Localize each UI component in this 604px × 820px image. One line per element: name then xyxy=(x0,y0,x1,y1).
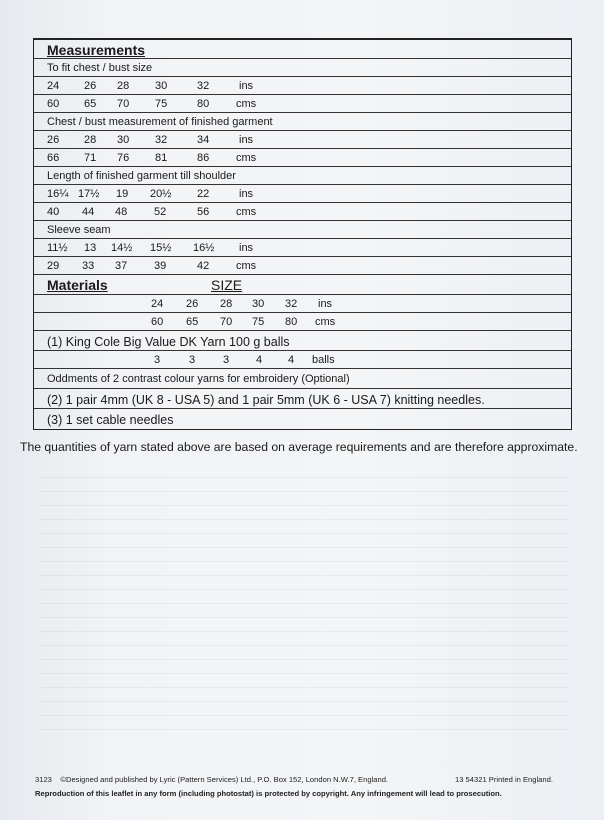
value-cell: 24 xyxy=(47,80,60,92)
measurements-heading: Measurements xyxy=(47,42,146,58)
value-cell: 4 xyxy=(288,354,295,366)
chest-label: To fit chest / bust size xyxy=(47,62,153,74)
length-ins-row xyxy=(34,185,571,203)
value-cell: 14½ xyxy=(111,242,133,254)
value-cell: 30 xyxy=(252,298,265,310)
value-cell: 26 xyxy=(47,134,60,146)
yarn-quantity-note: The quantities of yarn stated above are based on average requirements and are therefore approximate. xyxy=(20,440,578,454)
value-cell: 75 xyxy=(252,316,265,328)
cable-row xyxy=(34,409,571,429)
length-cms-row xyxy=(34,203,571,221)
value-cell: 65 xyxy=(186,316,199,328)
size-heading: SIZE xyxy=(211,277,243,293)
value-cell: 30 xyxy=(155,80,168,92)
cable-label: (3) 1 set cable needles xyxy=(47,413,174,427)
value-cell: 11½ xyxy=(47,242,68,254)
unit-cell: cms xyxy=(236,206,257,218)
unit-cell: cms xyxy=(236,260,257,272)
value-cell: 26 xyxy=(84,80,97,92)
show-through-texture xyxy=(40,470,570,730)
yarn-label: (1) King Cole Big Value DK Yarn 100 g balls xyxy=(47,335,290,349)
value-cell: 24 xyxy=(151,298,164,310)
leaflet-code: 3123 xyxy=(35,775,52,784)
value-cell: 75 xyxy=(155,98,168,110)
value-cell: 30 xyxy=(117,134,130,146)
value-cell: 40 xyxy=(47,206,60,218)
value-cell: 15½ xyxy=(150,242,172,254)
value-cell: 28 xyxy=(117,80,130,92)
value-cell: 60 xyxy=(47,98,60,110)
value-cell: 34 xyxy=(197,134,210,146)
yarn-row xyxy=(34,331,571,351)
measurements-heading-row xyxy=(34,40,571,59)
value-cell: 37 xyxy=(115,260,128,272)
value-cell: 56 xyxy=(197,206,210,218)
value-cell: 32 xyxy=(155,134,168,146)
chest-ins-row xyxy=(34,77,571,95)
value-cell: 66 xyxy=(47,152,60,164)
unit-cell: ins xyxy=(239,188,254,200)
value-cell: 28 xyxy=(220,298,233,310)
value-cell: 22 xyxy=(197,188,210,200)
size-ins-row xyxy=(34,295,571,313)
unit-cell: cms xyxy=(315,316,336,328)
unit-cell: balls xyxy=(312,354,335,366)
oddments-row xyxy=(34,369,571,389)
needles-label: (2) 1 pair 4mm (UK 8 - USA 5) and 1 pair 5mm (UK 6 - USA 7) knitting needles. xyxy=(47,393,485,407)
value-cell: 60 xyxy=(151,316,164,328)
copyright-line: Reproduction of this leaflet in any form (including photostat) is protected by copyright. Any infringement will lead to prosecution. xyxy=(35,789,502,798)
value-cell: 86 xyxy=(197,152,210,164)
finished-label-row xyxy=(34,113,571,131)
value-cell: 16½ xyxy=(193,242,215,254)
value-cell: 3 xyxy=(189,354,196,366)
chest-cms-row xyxy=(34,95,571,113)
materials-heading-row xyxy=(34,275,571,295)
value-cell: 13 xyxy=(84,242,97,254)
value-cell: 20½ xyxy=(150,188,172,200)
value-cell: 33 xyxy=(82,260,95,272)
value-cell: 71 xyxy=(84,152,97,164)
oddments-label: Oddments of 2 contrast colour yarns for embroidery (Optional) xyxy=(47,373,350,385)
value-cell: 29 xyxy=(47,260,60,272)
value-cell: 42 xyxy=(197,260,210,272)
value-cell: 80 xyxy=(197,98,210,110)
value-cell: 70 xyxy=(117,98,130,110)
sleeve-ins-row xyxy=(34,239,571,257)
length-label: Length of finished garment till shoulder xyxy=(47,170,236,182)
materials-heading: Materials xyxy=(47,277,108,293)
value-cell: 17½ xyxy=(78,188,100,200)
unit-cell: cms xyxy=(236,98,257,110)
value-cell: 19 xyxy=(116,188,129,200)
length-label-row xyxy=(34,167,571,185)
value-cell: 32 xyxy=(197,80,210,92)
specification-table xyxy=(33,38,572,430)
value-cell: 70 xyxy=(220,316,233,328)
value-cell: 44 xyxy=(82,206,95,218)
printed-line: 13 54321 Printed in England. xyxy=(455,775,553,784)
sleeve-cms-row xyxy=(34,257,571,275)
value-cell: 76 xyxy=(117,152,130,164)
size-cms-row xyxy=(34,313,571,331)
value-cell: 48 xyxy=(115,206,128,218)
chest-label-row xyxy=(34,59,571,77)
unit-cell: ins xyxy=(239,80,254,92)
unit-cell: ins xyxy=(318,298,333,310)
balls-row xyxy=(34,351,571,369)
finished-cms-row xyxy=(34,149,571,167)
value-cell: 39 xyxy=(154,260,167,272)
value-cell: 80 xyxy=(285,316,298,328)
value-cell: 81 xyxy=(155,152,168,164)
value-cell: 3 xyxy=(223,354,230,366)
value-cell: 28 xyxy=(84,134,97,146)
unit-cell: ins xyxy=(239,242,254,254)
publisher-line xyxy=(35,775,388,784)
publisher-text: ©Designed and published by Lyric (Pattern Services) Ltd., P.O. Box 152, London N.W.7, England. xyxy=(60,775,389,784)
value-cell: 26 xyxy=(186,298,199,310)
value-cell: 4 xyxy=(256,354,263,366)
unit-cell: cms xyxy=(236,152,257,164)
value-cell: 3 xyxy=(154,354,161,366)
sleeve-label-row xyxy=(34,221,571,239)
needles-row xyxy=(34,389,571,409)
value-cell: 65 xyxy=(84,98,97,110)
value-cell: 32 xyxy=(285,298,298,310)
value-cell: 52 xyxy=(154,206,167,218)
value-cell: 16¼ xyxy=(47,188,69,200)
finished-label: Chest / bust measurement of finished garment xyxy=(47,116,273,128)
sleeve-label: Sleeve seam xyxy=(47,224,111,236)
finished-ins-row xyxy=(34,131,571,149)
unit-cell: ins xyxy=(239,134,254,146)
